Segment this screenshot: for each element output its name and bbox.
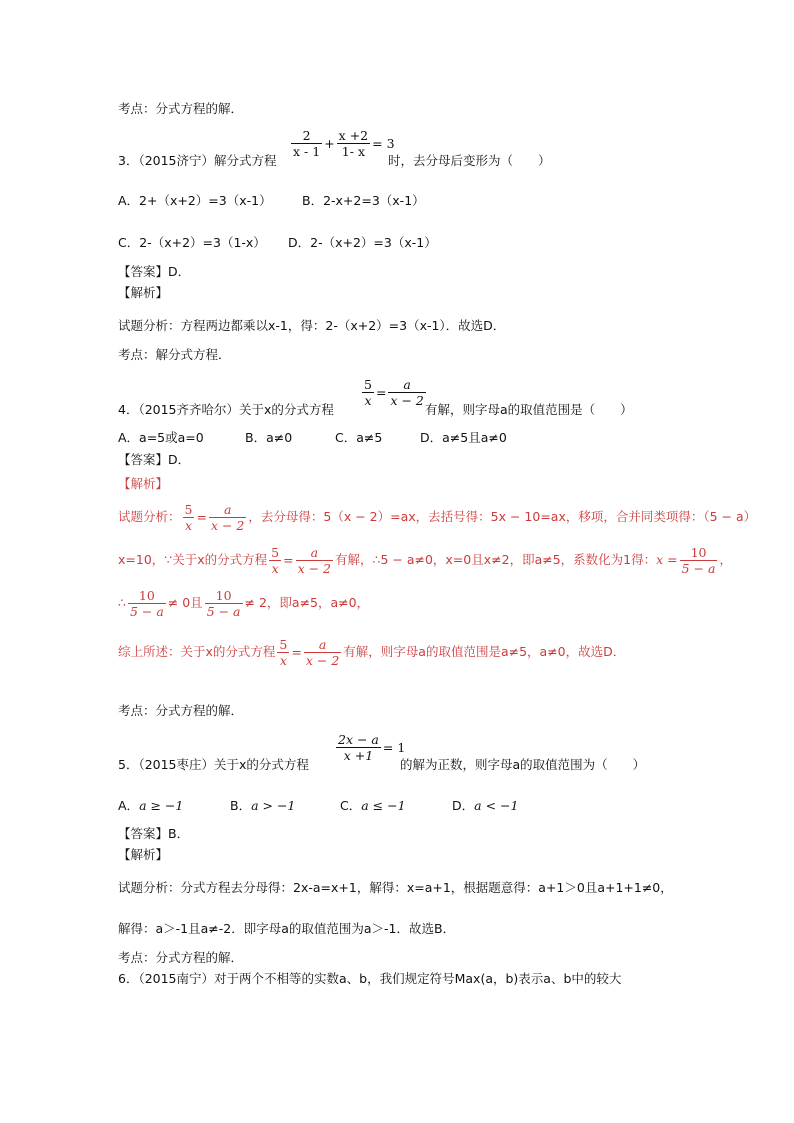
q3-point: 考点：解分式方程． (118, 347, 231, 362)
q4-equation: $\frac{5}{x}$ = $\frac{a}{x - 2}$ (364, 377, 424, 408)
q5-analysis-heading: 【解析】 (118, 847, 169, 862)
q5-option-c: C．a ≤ −1 (340, 798, 406, 813)
q3-option-d: D．2-（x+2）=3（x-1） (288, 235, 437, 250)
q3-option-a: A．2+（x+2）=3（x-1） (118, 193, 272, 208)
q5-stem-prefix: 5．（2015枣庄）关于x的分式方程 (118, 757, 309, 772)
q3-answer: 【答案】D． (118, 264, 191, 279)
q5-equation: $\frac{2x - a}{x +1}$ = 1 (338, 732, 406, 763)
q5-option-a: A．a ≥ −1 (118, 798, 184, 813)
q4-analysis-line-4: 综上所述：关于x的分式方程 $\frac{5}{x}$ = $\frac{a}{x - 2}$ 有解，则字母a的取值范围是a≠5，a≠0，故选D． (118, 637, 626, 668)
q3-option-b: B．2-x+2=3（x-1） (302, 193, 425, 208)
q3-option-c: C．2-（x+2）=3（1-x） (118, 235, 266, 250)
q5-stem-suffix: 的解为正数，则字母a的取值范围为（ ） (400, 757, 646, 772)
q3-stem-prefix: 3．（2015济宁）解分式方程 (118, 153, 277, 168)
q4-analysis-line-3: ∴ $\frac{10}{5 - a}$ ≠ 0且 $\frac{10}{5 - a}$ ≠ 2，即a≠5，a≠0， (118, 588, 370, 619)
q4-analysis-line-1: 试题分析： $\frac{5}{x}$ = $\frac{a}{x - 2}$ ，去分母得：5（x − 2）=ax，去括号得：5x − 10=ax，移项，合并同类项得：（5 − a） (118, 502, 757, 533)
q5-analysis-line-1: 试题分析：分式方程去分母得：2x-a=x+1，解得：x=a+1，根据题意得：a+1＞0且a+1+1≠0， (118, 880, 673, 895)
q3-stem-suffix: 时，去分母后变形为（ ） (388, 153, 551, 168)
q4-point: 考点：分式方程的解． (118, 703, 244, 718)
q4-option-b: B．a≠0 (245, 430, 293, 445)
q3-analysis: 试题分析：方程两边都乘以x-1，得：2-（x+2）=3（x-1）．故选D． (118, 318, 506, 333)
q3-analysis-heading: 【解析】 (118, 285, 169, 300)
q2-point: 考点：分式方程的解． (118, 101, 244, 116)
q4-stem-suffix: 有解，则字母a的取值范围是（ ） (425, 402, 633, 417)
q4-analysis-line-2: x=10，∵关于x的分式方程 $\frac{5}{x}$ = $\frac{a}{x - 2}$ 有解，∴5 − a≠0，x=0且x≠2，即a≠5，系数化为1得：x = $\frac{10}{5 - a}$ ， (118, 545, 732, 576)
q4-answer: 【答案】D． (118, 452, 191, 467)
q4-stem-prefix: 4．（2015齐齐哈尔）关于x的分式方程 (118, 402, 334, 417)
q5-answer: 【答案】B． (118, 826, 190, 841)
q3-equation: $\frac{2}{x - 1}$ + $\frac{x +2}{1- x}$ = 3 (293, 128, 395, 159)
q5-option-b: B．a > −1 (230, 798, 296, 813)
q5-option-d: D．a < −1 (452, 798, 519, 813)
q4-option-d: D．a≠5且a≠0 (420, 430, 507, 445)
q4-option-a: A．a=5或a=0 (118, 430, 204, 445)
q4-analysis-heading: 【解析】 (118, 476, 169, 491)
q4-option-c: C．a≠5 (335, 430, 383, 445)
q6-stem: 6．（2015南宁）对于两个不相等的实数a、b，我们规定符号Max(a，b)表示a、b中的较大 (118, 971, 622, 986)
q5-analysis-line-2: 解得：a＞-1且a≠-2．即字母a的取值范围为a＞-1．故选B． (118, 921, 456, 936)
q5-point: 考点：分式方程的解． (118, 950, 244, 965)
